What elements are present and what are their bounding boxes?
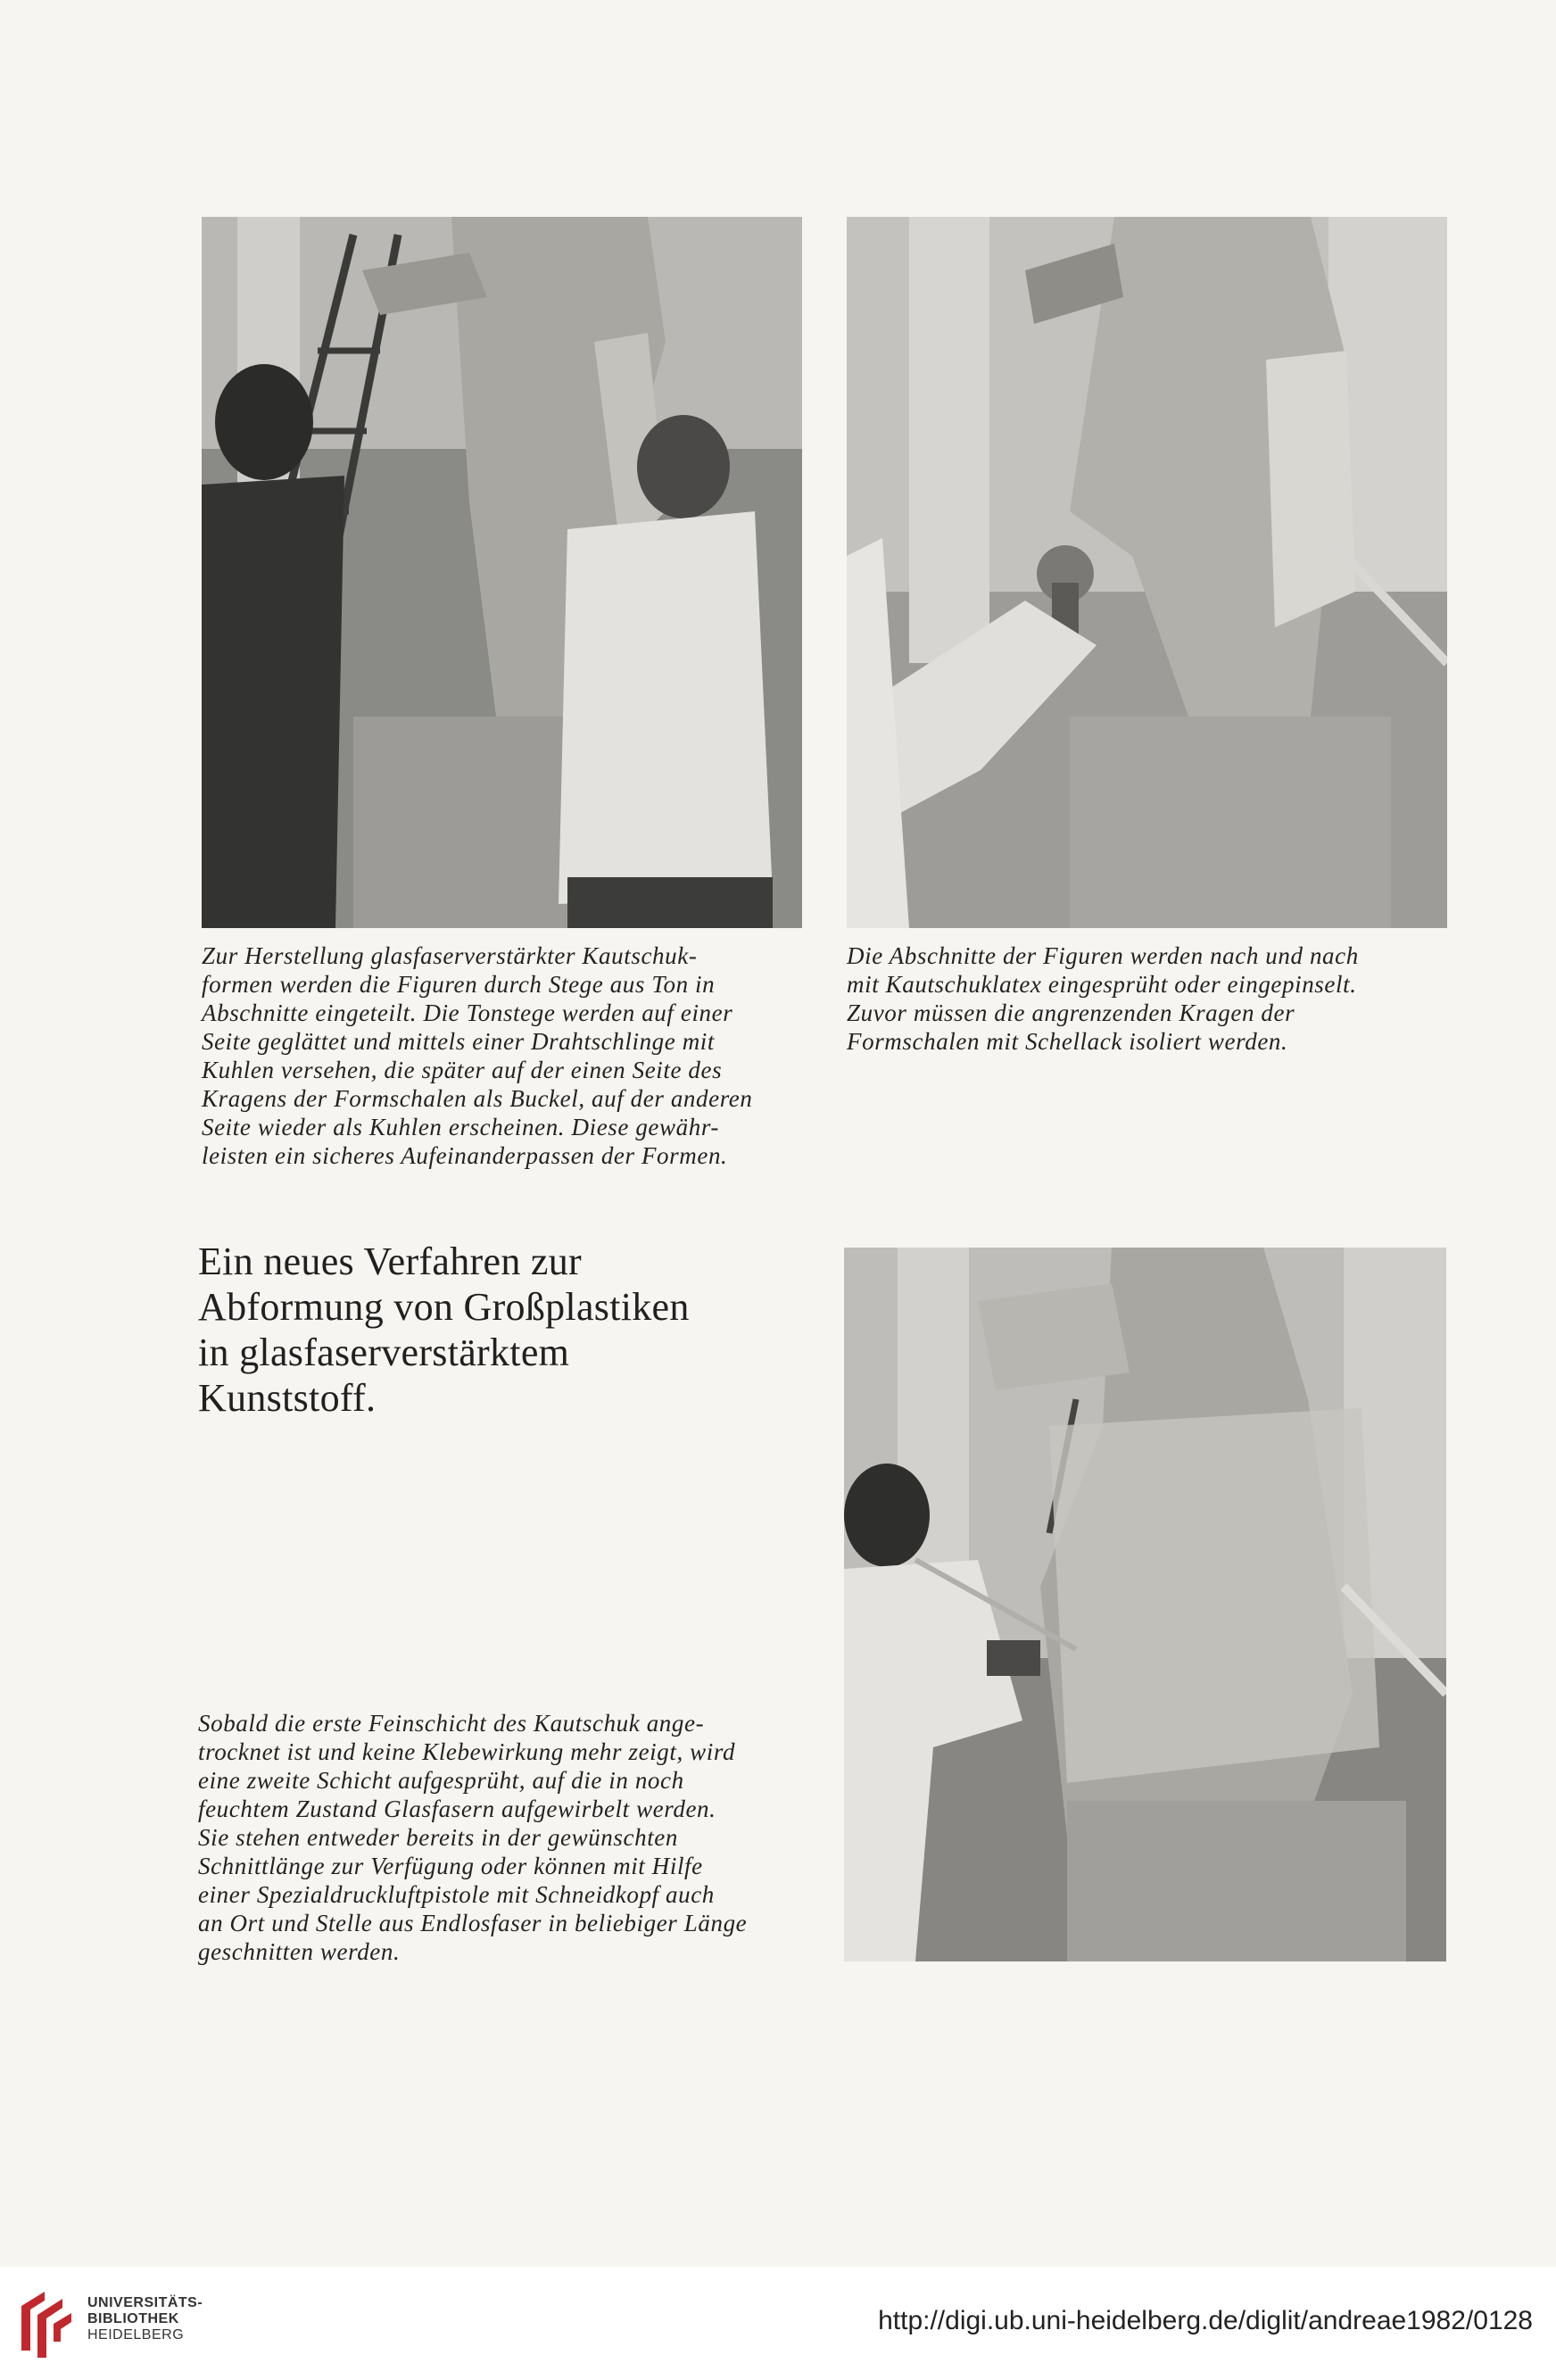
photo-latex-spraying: [847, 217, 1447, 928]
photo-1-image: [202, 217, 802, 928]
caption-photo-3: [198, 1709, 823, 1966]
photo-2-image: [847, 217, 1447, 928]
photo-sculpture-workers: [202, 217, 802, 928]
university-library-logo-icon: [18, 2288, 75, 2361]
caption-3-text: Sobald die erste Feinschicht des Kautschuk ange- trocknet ist und keine Klebewirkung mehr zeigt, wird eine zweite Schicht aufgesprüht, auf die in noch feuchtem Zustand Glasfasern aufgewirbelt werden. Sie stehen entweder bereits in der gewünschten Schnittlänge zur Verfügung oder können mit Hilfe einer Spezialdruckluftpistole mit Schneidkopf auch an Ort und Stelle aus Endlosfaser in beliebiger Länge geschnitten werden.: [198, 1710, 748, 1965]
library-name-line-1: UNIVERSITÄTS-: [87, 2295, 203, 2310]
footer-bar: [0, 2267, 1556, 2380]
caption-2-text: Die Abschnitte der Figuren werden nach und nach mit Kautschuklatex eingesprüht oder eingepinselt. Zuvor müssen die angrenzenden Kragen der Formschalen mit Schellack isoliert werden.: [847, 942, 1359, 1055]
article-headline: Ein neues Verfahren zur Abformung von Großplastiken in glasfaserverstärktem Kunststoff.: [198, 1240, 690, 1420]
library-name-line-3: HEIDELBERG: [87, 2327, 185, 2343]
caption-photo-1: [202, 941, 817, 1170]
photo-3-image: [844, 1248, 1446, 1961]
photo-glassfiber-spraying: [844, 1248, 1446, 1961]
document-url-link[interactable]: http://digi.ub.uni-heidelberg.de/diglit/andreae1982/0128: [878, 2306, 1533, 2335]
library-name-line-2: BIBLIOTHEK: [87, 2311, 179, 2326]
library-name: [87, 2295, 203, 2343]
caption-photo-2: [847, 941, 1462, 1056]
caption-1-text: Zur Herstellung glasfaserverstärkter Kautschuk- formen werden die Figuren durch Stege aus Ton in Abschnitte eingeteilt. Die Tonstege werden auf einer Seite geglättet und mittels einer Drahtschlinge mit Kuhlen versehen, die später auf der einen Seite des Kragens der Formschalen als Buckel, auf der anderen Seite wieder als Kuhlen erscheinen. Diese gewähr- leisten ein sicheres Aufeinanderpassen der Formen.: [202, 942, 753, 1169]
